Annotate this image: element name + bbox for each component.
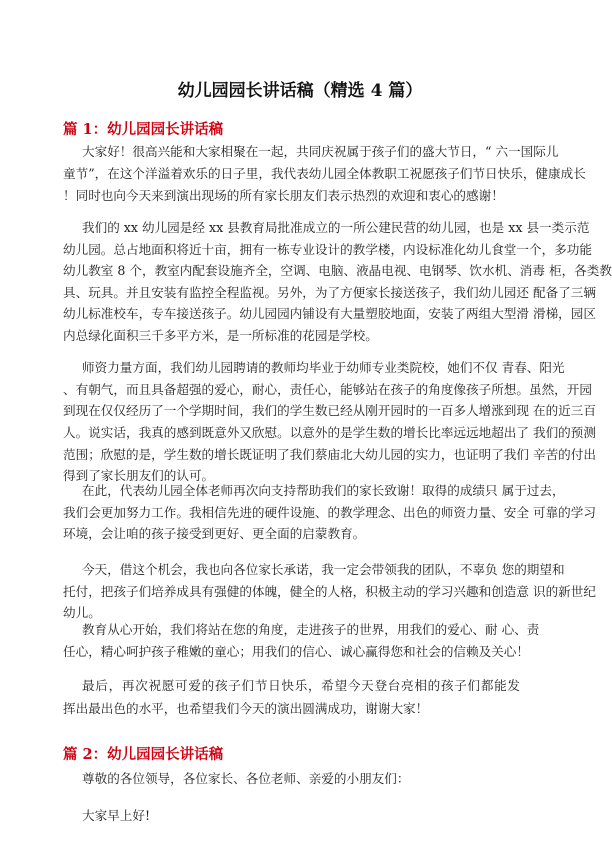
paragraph-line: 、有朝气，而且具备超强的爱心，耐心，责任心，能够站在孩子的角度像孩子所想。虽然，开园 [63, 382, 592, 397]
paragraph-line: 内总绿化面积三千多平方米，是一所标准的花园是学校。 [63, 328, 378, 343]
paragraph-line: 教育从心开始，我们将站在您的角度，走进孩子的世界，用我们的爱心、耐 心、责 [82, 622, 540, 637]
paragraph-line: 今天，借这个机会，我也向各位家长承诺，我一定会带领我的团队，不辜负 您的期望和 [82, 562, 565, 577]
paragraph-line: 到现在仅仅经历了一个学期时间，我们的学生数已经从刚开园时的一百多人增涨到现 在的近三百 [63, 403, 596, 418]
paragraph-line: 得到了家长朋友们的认可。 [63, 468, 215, 483]
paragraph-line: 最后，再次祝愿可爱的孩子们节日快乐，希望今天登台亮相的孩子们都能发 [82, 678, 520, 693]
section-heading: 篇 1：幼儿园园长讲话稿 [63, 121, 224, 138]
paragraph-line: 尊敬的各位领导，各位家长、各位老师、亲爱的小朋友们： [82, 771, 410, 786]
paragraph-line: 幼儿标准校车，专车接送孩子。幼儿园园内铺设有大量塑胶地面，安装了两组大型滑 滑梯，园区 [63, 306, 596, 321]
paragraph-line: 范围；欣慰的是，学生数的增长既证明了我们蔡庙北大幼儿园的实力，也证明了我们 辛苦的付出 [63, 447, 596, 462]
paragraph-line: 大家早上好! [82, 808, 151, 823]
paragraph-line: 童节”，在这个洋溢着欢乐的日子里，我代表幼儿园全体教职工祝愿孩子们节日快乐，健康成长 [63, 166, 586, 181]
paragraph-line: 在此，代表幼儿园全体老师再次向支持帮助我们的家长致谢！取得的成绩只 属于过去， [82, 483, 565, 498]
paragraph-line: 挥出最出色的水平，也希望我们今天的演出圆满成功，谢谢大家！ [63, 701, 429, 716]
paragraph-line: ！同时也向今天来到演出现场的所有家长朋友们表示热烈的欢迎和衷心的感谢！ [63, 188, 504, 203]
paragraph-line: 我们会更加努力工作。我相信先进的硬件设施、的教学理念、出色的师资力量、安全 可靠的学习 [63, 505, 596, 520]
document-title: 幼儿园园长讲话稿（精选 4 篇） [177, 81, 423, 101]
paragraph-line: 师资力量方面，我们幼儿园聘请的教师均毕业于幼师专业类院校，她们不仅 青春、阳光 [82, 360, 565, 375]
paragraph-line: 任心，精心呵护孩子稚嫩的童心；用我们的信心、诚心赢得您和社会的信赖及关心！ [63, 644, 529, 659]
paragraph-line: 幼儿教室 8 个，教室内配套设施齐全，空调、电脑、液晶电视、电钢琴、饮水机、消毒 柜，各类教 [63, 263, 612, 278]
paragraph-line: 环境，会让咱的孩子接受到更好、更全面的启蒙教育。 [63, 526, 366, 541]
paragraph-line: 大家好！很高兴能和大家相聚在一起，共同庆祝属于孩子们的盛大节日，“ 六一国际儿 [82, 144, 559, 159]
paragraph-line: 幼儿。 [63, 605, 101, 620]
paragraph-line: 托付，把孩子们培养成具有强健的体魄，健全的人格，积极主动的学习兴趣和创造意 识的新世纪 [63, 584, 596, 599]
section-heading: 篇 2：幼儿园园长讲话稿 [63, 746, 224, 763]
paragraph-line: 我们的 xx 幼儿园是经 xx 县教育局批准成立的一所公建民营的幼儿园，也是 xx 县一类示范 [82, 220, 590, 235]
paragraph-line: 具、玩具。并且安装有监控全程监视。另外，为了方便家长接送孩子，我们幼儿园还 配备了三辆 [63, 285, 596, 300]
paragraph-line: 人。说实话，我真的感到既意外又欣慰。以意外的是学生数的增长比率远远地超出了 我们的预测 [63, 425, 596, 440]
paragraph-line: 幼儿园。总占地面积将近十亩，拥有一栋专业设计的教学楼，内设标准化幼儿食堂一个，多功能 [63, 242, 592, 257]
